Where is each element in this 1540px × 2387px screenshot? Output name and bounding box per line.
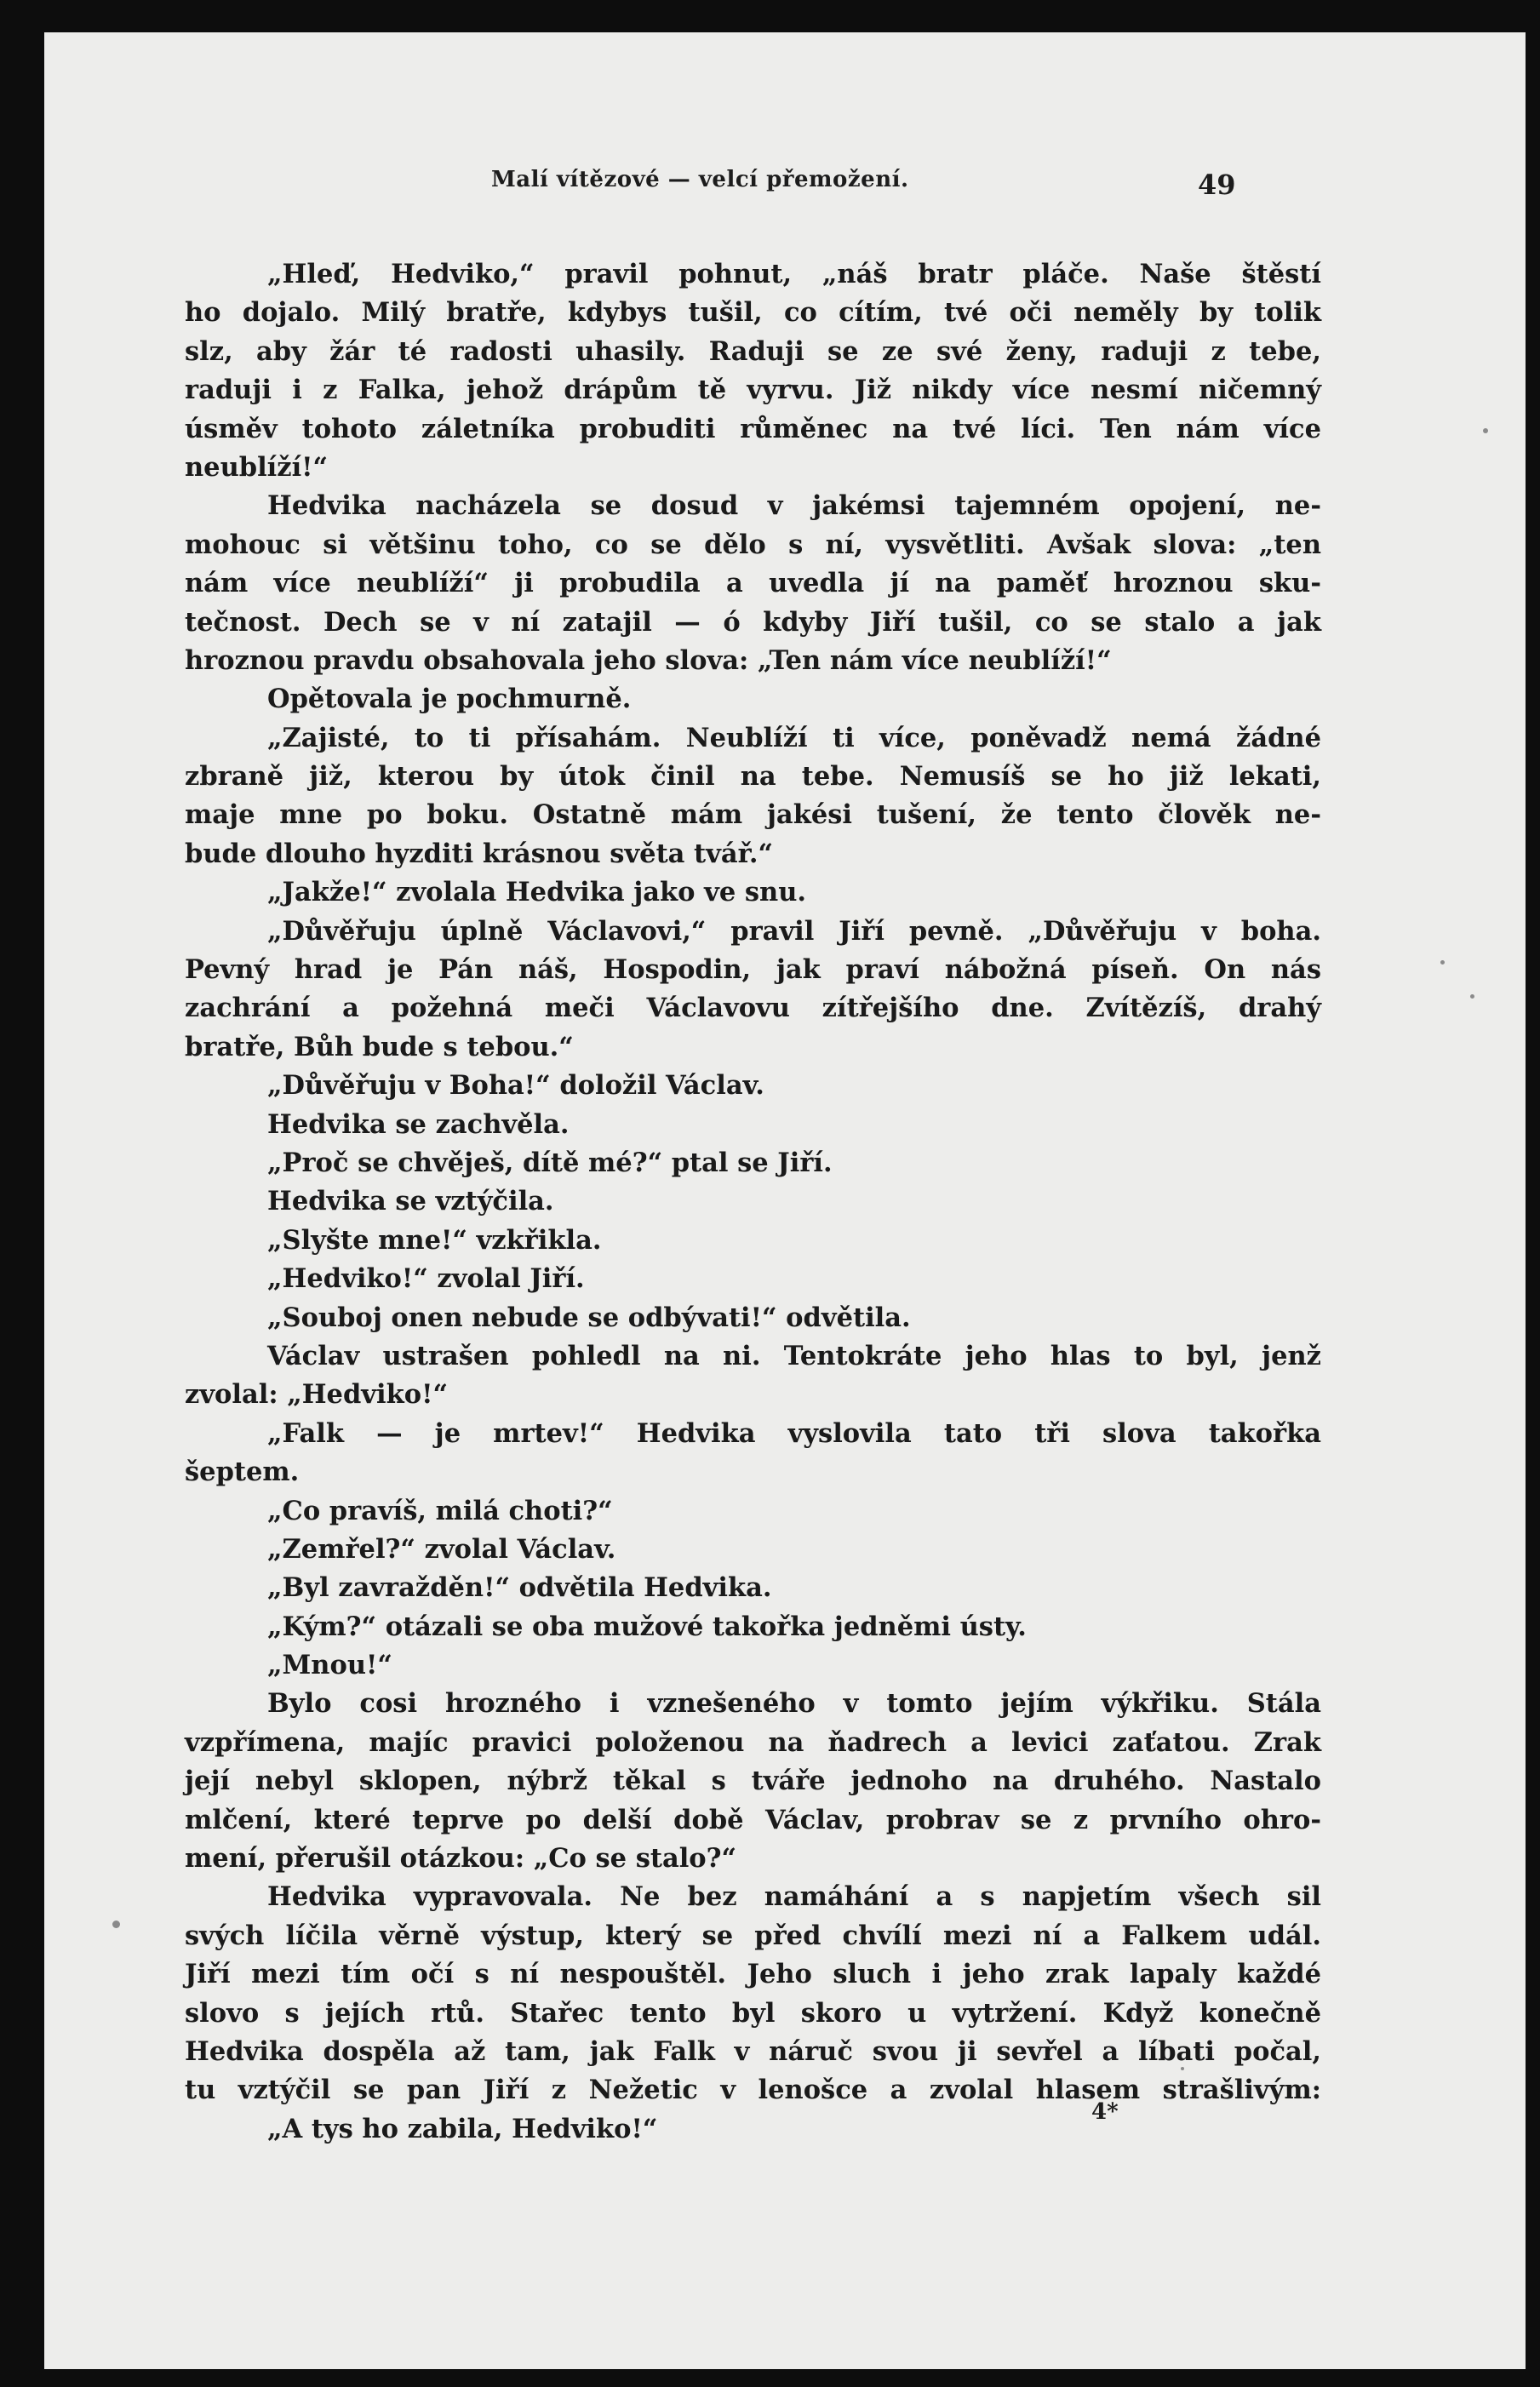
text-line: Hedvika vypravovala. Ne bez namáhání a s napjetím všech sil <box>267 1881 1321 1913</box>
text-line: „Hleď, Hedviko,“ pravil pohnut, „náš bratr pláče. Naše štěstí <box>267 259 1321 289</box>
text-line: „Byl zavražděn!“ odvětila Hedvika. <box>267 1572 772 1604</box>
text-line: vzpřímena, majíc pravici položenou na ňadrech a levici zaťatou. Zrak <box>185 1726 1321 1758</box>
text-line: „Důvěřuju úplně Václavovi,“ pravil Jiří pevně. „Důvěřuju v boha. <box>267 915 1321 947</box>
text-line: „Slyšte mne!“ vzkřikla. <box>267 1224 602 1256</box>
text-line: „Mnou!“ <box>267 1650 392 1681</box>
text-line: „Proč se chvěješ, dítě mé?“ ptal se Jiří. <box>267 1147 833 1178</box>
text-line: „Důvěřuju v Boha!“ doložil Václav. <box>267 1070 764 1102</box>
text-line: slz, aby žár té radosti uhasily. Raduji se ze své ženy, raduji z tebe, <box>185 335 1321 367</box>
text-line: Hedvika se vztýčila. <box>267 1186 554 1217</box>
text-line: „Jakže!“ zvolala Hedvika jako ve snu. <box>267 877 806 908</box>
text-line: zachrání a požehná meči Václavovu zítřejšího dne. Zvítězíš, drahý <box>185 993 1321 1024</box>
text-line: ho dojalo. Milý bratře, kdybys tušil, co cítím, tvé oči neměly by tolik <box>185 297 1321 329</box>
text-line: Václav ustrašen pohledl na ni. Tentokráte jeho hlas to byl, jenž <box>267 1340 1321 1371</box>
body-text <box>185 255 1321 2149</box>
dust-speck <box>1440 960 1445 965</box>
dust-speck <box>1181 2067 1184 2070</box>
book-page <box>44 32 1526 2369</box>
text-line: „Co pravíš, milá choti?“ <box>267 1495 613 1526</box>
text-line: tečnost. Dech se v ní zatajil — ó kdyby Jiří tušil, co se stalo a jak <box>185 606 1321 638</box>
page-number: 49 <box>1198 169 1236 201</box>
text-line: tu vztýčil se pan Jiří z Nežetic v lenošce a zvolal hlasem strašlivým: <box>185 2075 1321 2106</box>
text-line: bude dlouho hyzditi krásnou světa tvář.“ <box>185 838 774 869</box>
text-line: mlčení, které teprve po delší době Václav, probrav se z prvního ohro- <box>185 1804 1321 1835</box>
text-line: šeptem. <box>185 1457 300 1488</box>
text-line: Hedvika dospěla až tam, jak Falk v náruč svou ji sevřel a líbati počal, <box>185 2035 1321 2067</box>
text-line: úsměv tohoto záletníka probuditi růměnec na tvé líci. Ten nám více <box>185 413 1321 444</box>
text-line: její nebyl sklopen, nýbrž těkal s tváře jednoho na druhého. Nastalo <box>185 1766 1321 1797</box>
text-line: mení, přerušil otázkou: „Co se stalo?“ <box>185 1843 737 1875</box>
dust-speck <box>112 1920 120 1928</box>
text-line: neublíží!“ <box>185 451 329 483</box>
text-line: hroznou pravdu obsahovala jeho slova: „Ten nám více neublíží!“ <box>185 644 1112 676</box>
text-line: maje mne po boku. Ostatně mám jakési tušení, že tento člověk ne- <box>185 799 1321 831</box>
text-line: bratře, Bůh bude s tebou.“ <box>185 1031 574 1062</box>
text-line: „Souboj onen nebude se odbývati!“ odvětila. <box>267 1302 911 1333</box>
text-line: „Kým?“ otázali se oba mužové takořka jedněmi ústy. <box>267 1611 1027 1642</box>
text-line: Pevný hrad je Pán náš, Hospodin, jak praví nábožná píseň. On nás <box>185 954 1321 986</box>
text-line: „Zajisté, to ti přísahám. Neublíží ti více, poněvadž nemá žádné <box>267 722 1321 753</box>
text-line: „Falk — je mrtev!“ Hedvika vyslovila tato tři slova takořka <box>267 1417 1321 1449</box>
text-line: „A tys ho zabila, Hedviko!“ <box>267 2113 658 2144</box>
text-line: raduji i z Falka, jehož drápům tě vyrvu. Již nikdy více nesmí ničemný <box>185 375 1321 406</box>
text-line: zvolal: „Hedviko!“ <box>185 1379 449 1411</box>
signature-mark: 4* <box>1091 2099 1119 2125</box>
text-line: „Zemřel?“ zvolal Václav. <box>267 1533 616 1565</box>
text-line: zbraně již, kterou by útok činil na tebe. Nemusíš se ho již lekati, <box>185 761 1321 793</box>
running-head <box>44 167 1526 218</box>
text-line: svých líčila věrně výstup, který se před chvílí mezi ní a Falkem udál. <box>185 1920 1321 1951</box>
dust-speck <box>1483 428 1488 433</box>
text-line: Jiří mezi tím očí s ní nespouštěl. Jeho sluch i jeho zrak lapaly každé <box>185 1959 1321 1990</box>
text-line: „Hedviko!“ zvolal Jiří. <box>267 1263 585 1295</box>
text-line: Bylo cosi hrozného i vznešeného v tomto jejím výkřiku. Stála <box>267 1688 1321 1720</box>
dust-speck <box>1470 994 1474 999</box>
text-line: mohouc si většinu toho, co se dělo s ní, vysvětliti. Avšak slova: „ten <box>185 529 1321 560</box>
text-line: slovo s jejích rtů. Stařec tento byl skoro u vytržení. Když konečně <box>185 1997 1321 2029</box>
text-line: Hedvika se zachvěla. <box>267 1108 570 1140</box>
text-line: Opětovala je pochmurně. <box>267 684 632 715</box>
running-title: Malí vítězové — velcí přemožení. <box>491 167 909 192</box>
text-line: Hedvika nacházela se dosud v jakémsi tajemném opojení, ne- <box>267 490 1321 522</box>
text-line: nám více neublíží“ ji probudila a uvedla jí na paměť hroznou sku- <box>185 568 1321 599</box>
